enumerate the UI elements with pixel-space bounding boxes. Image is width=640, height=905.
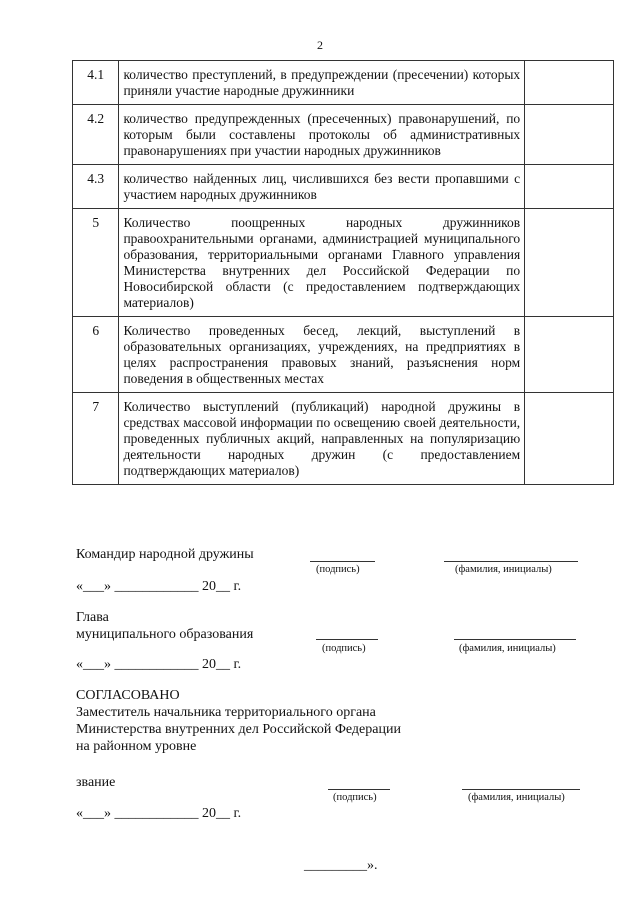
report-table-body — [73, 61, 614, 485]
commander-date-line: «___» ____________ 20__ г. — [76, 579, 242, 594]
row-indicator-text: Количество поощренных народных дружинников правоохранительными органами, администрацией муниципального образования, территориальными органами Главного управления Министерства внутренних дел Российской Федерации по Новосибирской области (с предоставлением подтверждающих материалов) — [119, 209, 525, 317]
report-table — [72, 60, 614, 485]
table-row — [73, 317, 614, 393]
row-number: 4.2 — [73, 105, 119, 165]
row-indicator-text: количество найденных лиц, числившихся без вести пропавшими с участием народных дружинников — [119, 165, 525, 209]
row-value-cell — [525, 105, 614, 165]
rank-label: звание — [76, 775, 116, 790]
agreed-heading: СОГЛАСОВАНО — [76, 688, 180, 703]
row-number: 4.3 — [73, 165, 119, 209]
deputy-signature-line — [328, 789, 390, 790]
row-indicator-text: Количество выступлений (публикаций) народной дружины в средствах массовой информации по освещению своей деятельности, проведенных публичных акций, направленных на популяризацию деятельности народных дружин (с предоставлением подтверждающих материалов) — [119, 393, 525, 485]
deputy-title-line-2: Министерства внутренних дел Российской Федерации — [76, 722, 401, 737]
row-number: 6 — [73, 317, 119, 393]
deputy-name-line — [462, 789, 580, 790]
row-value-cell — [525, 61, 614, 105]
table-row — [73, 61, 614, 105]
head-label-line-2: муниципального образования — [76, 627, 254, 642]
row-value-cell — [525, 209, 614, 317]
deputy-title-line-1: Заместитель начальника территориального органа — [76, 705, 376, 720]
deputy-title-line-3: на районном уровне — [76, 739, 197, 754]
commander-name-line — [444, 561, 578, 562]
head-signature-caption: (подпись) — [322, 643, 366, 654]
row-value-cell — [525, 165, 614, 209]
commander-signature-line — [310, 561, 375, 562]
row-indicator-text: количество предупрежденных (пресеченных) правонарушений, по которым были составлены протоколы об административных правонарушениях при участии народных дружинников — [119, 105, 525, 165]
head-signature-line — [316, 639, 378, 640]
row-number: 7 — [73, 393, 119, 485]
row-indicator-text: Количество проведенных бесед, лекций, выступлений в образовательных организациях, учреждениях, на предприятиях в целях распространения правовых знаний, разъяснения норм поведения в общественных местах — [119, 317, 525, 393]
head-label-line-1: Глава — [76, 610, 109, 625]
commander-signature-caption: (подпись) — [316, 564, 360, 575]
head-date-line: «___» ____________ 20__ г. — [76, 657, 242, 672]
table-row — [73, 393, 614, 485]
commander-label: Командир народной дружины — [76, 547, 254, 562]
row-indicator-text: количество преступлений, в предупреждении (пресечении) которых приняли участие народные дружинники — [119, 61, 525, 105]
deputy-signature-caption: (подпись) — [333, 792, 377, 803]
closing-line: _________». — [304, 858, 378, 873]
head-name-line — [454, 639, 576, 640]
deputy-name-caption: (фамилия, инициалы) — [468, 792, 565, 803]
deputy-date-line: «___» ____________ 20__ г. — [76, 806, 242, 821]
row-number: 4.1 — [73, 61, 119, 105]
table-row — [73, 105, 614, 165]
table-row — [73, 165, 614, 209]
commander-name-caption: (фамилия, инициалы) — [455, 564, 552, 575]
row-number: 5 — [73, 209, 119, 317]
row-value-cell — [525, 393, 614, 485]
table-row — [73, 209, 614, 317]
page-number: 2 — [317, 38, 323, 52]
head-name-caption: (фамилия, инициалы) — [459, 643, 556, 654]
row-value-cell — [525, 317, 614, 393]
